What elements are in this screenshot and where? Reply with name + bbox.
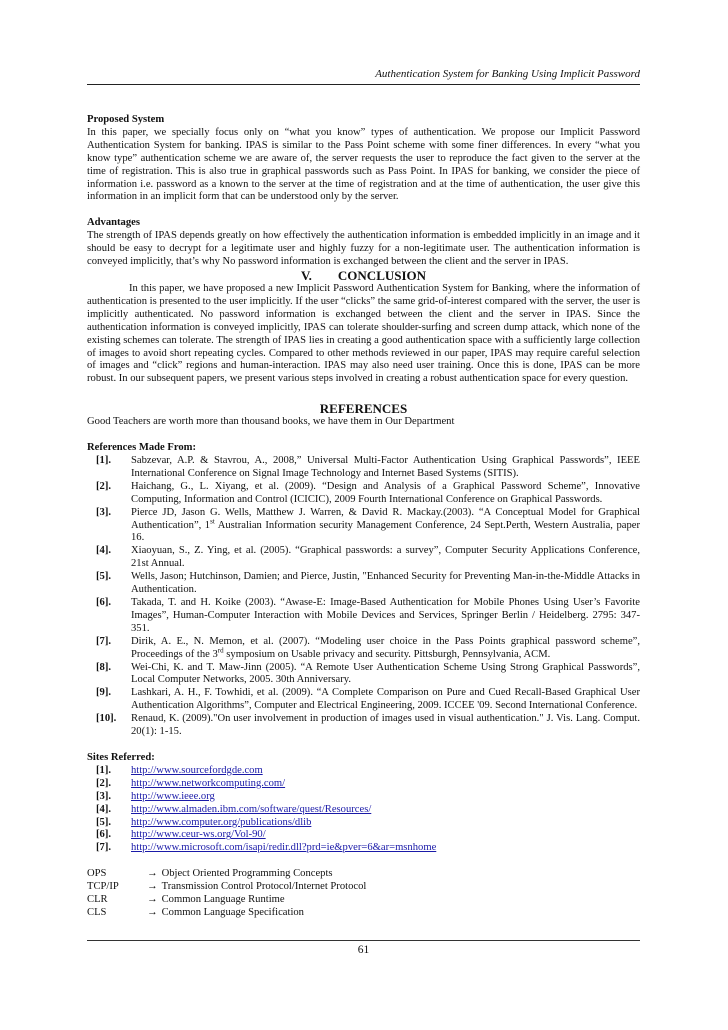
reference-text-part: Australian Information security Management Conference, 24 Sept.Perth, Western Australia, paper 16.: [131, 519, 640, 544]
reference-number: [4].: [96, 545, 112, 557]
abbreviation-list: [87, 868, 640, 920]
abbreviation-meaning: Transmission Control Protocol/Internet Protocol: [161, 881, 367, 893]
references-made-from-heading: References Made From:: [87, 442, 197, 454]
page-number: 61: [357, 944, 370, 956]
conclusion-body: In this paper, we have proposed a new Implicit Password Authentication System for Banking, where the information of authentication is presented to the user implicitly. If the user “clicks” the same grid-of-interest compared with the server, the user is implicitly authenticated. No password information is exchanged between the client and the server in IPAS. Since the authentication information is conveyed implicitly, IPAS can tolerate shoulder-surfing and screen dump attack, which none of the existing schemes can tolerate. The strength of IPAS lies in creating a good authentication space with a sufficiently large collection of images to avoid short repeating cycles. Compared to other methods reviewed in our paper, IPAS may require careful selection of images and “click” regions and human-interaction. IPAS may also need user training. Once this is done, IPAS can be more robust. In our subsequent papers, we present various steps involved in creating a robust authentication space for every question.: [87, 282, 640, 385]
references-intro: Good Teachers are worth more than thousand books, we have them in Our Department: [87, 416, 455, 428]
reference-number: [8].: [96, 661, 112, 673]
reference-text: Wei-Chi, K. and T. Maw-Jinn (2005). “A Remote User Authentication Scheme Using Strong Graphical Passwords”, Local Computer Networks, 2005. 30th Anniversary.: [131, 661, 640, 686]
reference-list: [87, 455, 640, 739]
reference-text: Xiaoyuan, S., Z. Ying, et al. (2005). “Graphical passwords: a survey”, Computer Security Applications Conference, 21st Annual.: [131, 545, 640, 570]
reference-item: [87, 545, 640, 571]
abbreviation-meaning: Object Oriented Programming Concepts: [161, 868, 333, 880]
site-list: [87, 765, 640, 855]
abbreviation-item: [87, 868, 640, 881]
reference-item: [87, 597, 640, 636]
reference-item: [87, 687, 640, 713]
reference-item: [87, 713, 640, 739]
reference-text: Haichang, G., L. Xiyang, et al. (2009). “Design and Analysis of a Graphical Password Scheme”, Innovative Computing, Information and Control (ICICIC), 2009 Fourth International Conference on Graphical Passwords.: [131, 480, 640, 505]
reference-text-part: Dirik, A. E., N. Memon, et al. (2007). “Modeling user choice in the Pass Points graphical password scheme”, Proceedings of the 3: [131, 635, 640, 660]
arrow-right-icon: →: [147, 868, 158, 880]
reference-text: Renaud, K. (2009)."On user involvement in production of images used in visual authentication." J. Vis. Lang. Comput. 20(1): 1-15.: [131, 713, 640, 738]
reference-number: [6].: [96, 597, 112, 608]
header-rule: [87, 84, 640, 85]
reference-text: Takada, T. and H. Koike (2003). “Awase-E: Image-Based Authentication for Mobile Phones Using User’s Favorite Images”, Human-Computer Interaction with Mobile Devices and Services, Springer Berlin / Heidelberg. 2795: 347-351.: [131, 597, 640, 634]
site-link[interactable]: http://www.networkcomputing.com/: [131, 777, 286, 789]
abbreviation-term: TCP/IP: [87, 881, 119, 893]
arrow-right-icon: →: [147, 906, 158, 918]
abbreviation-term: CLR: [87, 894, 108, 906]
site-item: [87, 817, 640, 830]
site-item: [87, 842, 640, 855]
reference-number: [1].: [96, 455, 112, 467]
page-body: [87, 114, 640, 920]
abbreviation-meaning: Common Language Runtime: [161, 894, 285, 906]
reference-number: [2].: [96, 480, 112, 492]
reference-number: [9].: [96, 687, 112, 699]
conclusion-heading: [87, 268, 640, 283]
abbreviation-item: [87, 881, 640, 894]
advantages-body: The strength of IPAS depends greatly on how effectively the authentication information is embedded implicitly in an image and it should be easy to decrypt for a legitimate user and highly fuzzy for a non-legitimate user. The authentication information is conveyed implicitly, that’s why No password information is exchanged between the client and the server in IPAS.: [87, 230, 640, 268]
reference-number: [5].: [96, 571, 112, 583]
reference-text: Sabzevar, A.P. & Stavrou, A., 2008,” Universal Multi-Factor Authentication Using Graphical Passwords”, IEEE International Conference on Signal Image Technology and Internet Based Systems (SITIS).: [131, 455, 640, 479]
site-item: [87, 829, 640, 842]
reference-text: [131, 507, 640, 546]
site-number: [1].: [96, 764, 112, 776]
references-heading: REFERENCES: [319, 401, 408, 417]
site-link[interactable]: http://www.almaden.ibm.com/software/quest/Resources/: [131, 803, 372, 815]
reference-text-part: symposium on Usable privacy and security. Pittsburgh, Pennsylvania, ACM.: [223, 648, 551, 660]
sites-referred-heading: Sites Referred:: [87, 751, 155, 763]
site-item: [87, 804, 640, 817]
reference-text-part: Pierce JD, Jason G. Wells, Matthew J. Warren, & David R. Mackay.(2003). “A Conceptual Model for Graphical Authentication”, 1: [131, 506, 640, 531]
site-number: [5].: [96, 816, 112, 828]
site-link[interactable]: http://www.microsoft.com/isapi/redir.dll?prd=ie&pver=6&ar=msnhome: [131, 842, 437, 854]
site-link[interactable]: http://www.sourcefordgde.com: [131, 764, 263, 776]
site-link[interactable]: http://www.ceur-ws.org/Vol-90/: [131, 829, 266, 841]
site-item: [87, 791, 640, 804]
site-link[interactable]: http://www.ieee.org: [131, 790, 215, 802]
reference-number: [7].: [96, 635, 112, 647]
reference-item: [87, 662, 640, 688]
running-head: Authentication System for Banking Using Implicit Password: [375, 68, 640, 80]
abbreviation-item: [87, 894, 640, 907]
site-number: [4].: [96, 803, 112, 815]
proposed-system-body: In this paper, we specially focus only on “what you know” types of authentication. We propose our Implicit Password Authentication System for banking. IPAS is similar to the Pass Point scheme with some finer differences. In every “what you know type” authentication scheme we are aware of, the server requests the user to reproduce the fact given to the server at the time of registration. This is also true in graphical passwords such as Pass Point. In IPAS for banking, we consider the piece of information i.e. password as a known to the server at the time of registration and at the time of authentication, the user give this information in an implicit form that can be understood only by the server.: [87, 126, 640, 203]
reference-item: [87, 455, 640, 481]
site-number: [3].: [96, 790, 112, 802]
site-link[interactable]: http://www.computer.org/publications/dlib: [131, 816, 312, 828]
reference-superscript: st: [210, 517, 215, 526]
site-item: [87, 765, 640, 778]
reference-item: [87, 481, 640, 507]
site-item: [87, 778, 640, 791]
reference-item: [87, 636, 640, 662]
abbreviation-item: [87, 907, 640, 920]
reference-number: [10].: [96, 713, 117, 725]
arrow-right-icon: →: [147, 881, 158, 893]
abbreviation-term: OPS: [87, 868, 107, 880]
site-number: [7].: [96, 842, 112, 854]
reference-item: [87, 571, 640, 597]
abbreviation-term: CLS: [87, 906, 107, 918]
abbreviation-meaning: Common Language Specification: [161, 906, 304, 918]
reference-text: [131, 636, 640, 662]
reference-number: [3].: [96, 506, 112, 518]
site-number: [2].: [96, 777, 112, 789]
conclusion-title: CONCLUSION: [337, 267, 427, 283]
advantages-heading: Advantages: [87, 217, 140, 229]
reference-superscript: rd: [217, 646, 224, 655]
footer-rule: [87, 940, 640, 941]
proposed-system-heading: Proposed System: [87, 114, 165, 125]
conclusion-number: V.: [300, 267, 312, 283]
arrow-right-icon: →: [147, 894, 158, 906]
site-number: [6].: [96, 829, 112, 841]
reference-item: [87, 507, 640, 546]
reference-text: Wells, Jason; Hutchinson, Damien; and Pierce, Justin, "Enhanced Security for Preventing Man-in-the-Middle Attacks in Authentication.: [131, 571, 640, 596]
reference-text: Lashkari, A. H., F. Towhidi, et al. (2009). “A Complete Comparison on Pure and Cued Recall-Based Graphical User Authentication Algorithms”, Computer and Electrical Engineering, 2009. ICCEE '09. Second International Conference.: [131, 687, 640, 712]
